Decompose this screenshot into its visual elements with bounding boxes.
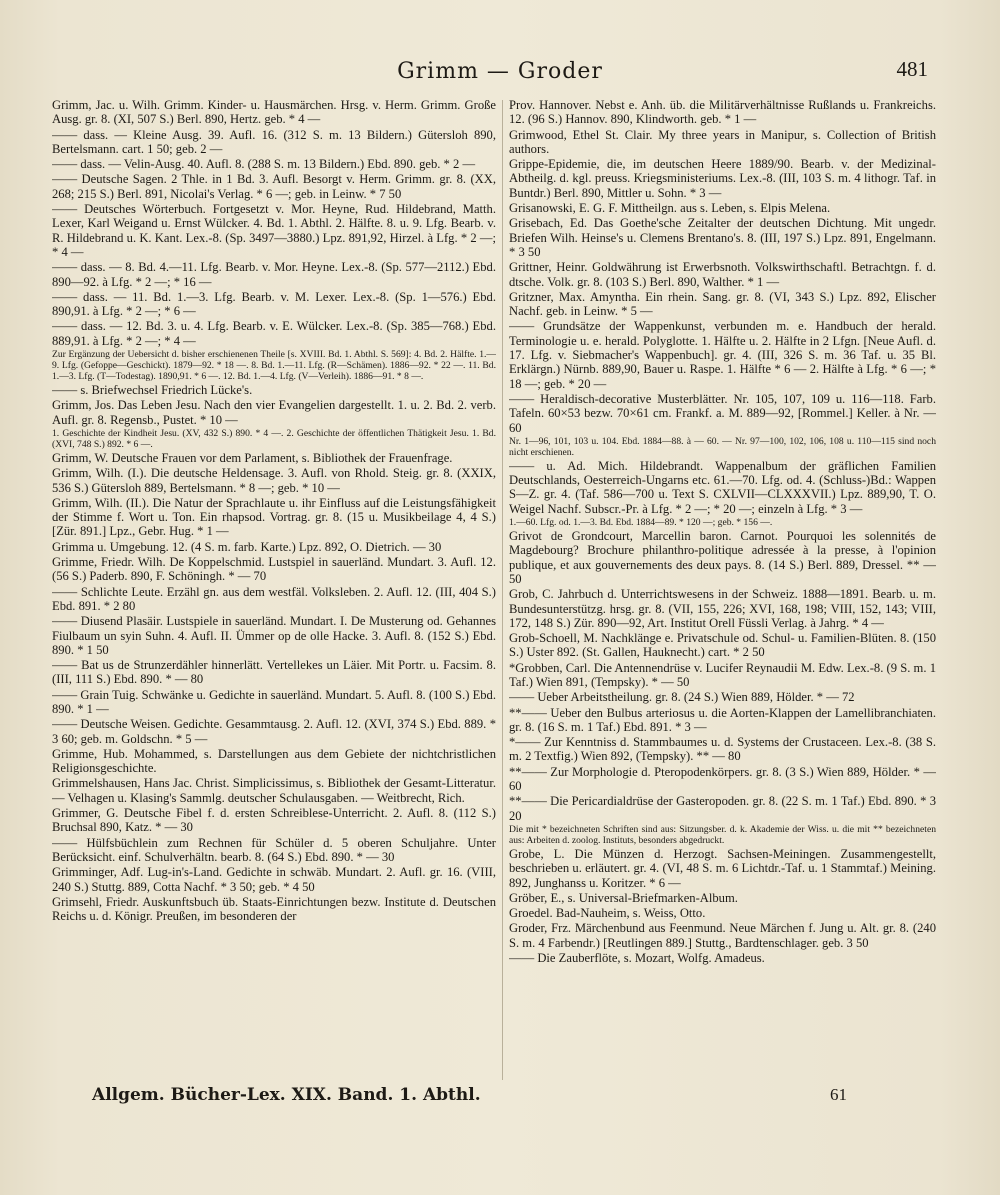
- bibliography-entry: —— u. Ad. Mich. Hildebrandt. Wappenalbum der gräflichen Familien Deutschlands, Oesterreich-Ungarns etc. 61.—70. Lfg. od. 4. (Schluss-)Bd.: Wappen S—Z. gr. 4. (Taf. 586—700 u. Text S. CXLVII—CLXXXVII.) Lpz. 889,90, T. O. Weigel Nachf. Subscr.-Pr. à Lfg. * 2 —; * 20 —; einzeln à Lfg. * 3 —: [509, 458, 936, 516]
- bibliography-entry: Grimme, Friedr. Wilh. De Koppelschmid. Lustspiel in sauerländ. Mundart. 3. Aufl. 12. (56 S.) Paderb. 890, F. Schöningh. * — 70: [52, 555, 496, 584]
- bibliography-entry: Gritzner, Max. Amyntha. Ein rhein. Sang. gr. 8. (VI, 343 S.) Lpz. 892, Elischer Nachf. geb. in Leinw. * 5 —: [509, 289, 936, 319]
- bibliography-entry: Prov. Hannover. Nebst e. Anh. üb. die Militärverhältnisse Rußlands u. Frankreichs. 12. (96 S.) Hannov. 890, Klindworth. geb. * 1 —: [509, 98, 936, 127]
- bibliography-entry: **—— Die Pericardialdrüse der Gasteropoden. gr. 8. (22 S. m. 1 Taf.) Ebd. 890. * 3 20: [509, 794, 936, 823]
- bibliography-entry: —— Deutsches Wörterbuch. Fortgesetzt v. Mor. Heyne, Rud. Hildebrand, Matth. Lexer, Karl Weigand u. Ernst Wülcker. 4. Bd. 1. Abthl. 2. Hälfte. 8. u. 9. Lfg. Bearb. v. R. Hildebrand u. K. Kant. Lex.-8. (Sp. 3497—3880.) Lpz. 891,92, Hirzel. à Lfg. * 2 —; * 4 —: [52, 202, 496, 259]
- bibliography-entry: Grob, C. Jahrbuch d. Unterrichtswesens in der Schweiz. 1888—1891. Bearb. u. m. Bundesunterstützg. hrsg. gr. 8. (VII, 155, 226; XVI, 168, 198; VIII, 152, 143; VIII, 172, 148 S.) Zür. 890—92, Art. Institut Orell Füssli Verlag. à Jahrg. * 4 —: [509, 587, 936, 630]
- bibliography-entry: Grimm, Jos. Das Leben Jesu. Nach den vier Evangelien dargestellt. 1. u. 2. Bd. 2. verb. Aufl. gr. 8. Regensb., Pustet. * 10 —: [52, 398, 496, 427]
- bibliography-entry: —— s. Briefwechsel Friedrich Lücke's.: [52, 383, 253, 398]
- signature-line: Allgem. Bücher-Lex. XIX. Band. 1. Abthl.: [92, 1085, 481, 1105]
- entry-note: 1.—60. Lfg. od. 1.—3. Bd. Ebd. 1884—89. * 120 —; geb. * 156 —.: [509, 517, 773, 529]
- bibliography-entry: **—— Ueber den Bulbus arteriosus u. die Aorten-Klappen der Lamellibranchiaten. gr. 8. (16 S. m. 1 Taf.) Ebd. 891. * 3 —: [509, 705, 936, 734]
- bibliography-entry: Grivot de Grondcourt, Marcellin baron. Carnot. Pourquoi les solennités de Magdebourg? Brochure philanthro-politique adressée à la presse, à l'opinion publique, et aux gouvernements des deux pays. 8. (14 S.) Berl. 889, Dressel. ** — 50: [509, 529, 936, 586]
- bibliography-entry: Grimm, Wilh. (II.). Die Natur der Sprachlaute u. ihr Einfluss auf die Leistungsfähigkeit der Stimme f. Wort u. Ton. Ein rhapsod. Vortrag. gr. 8. (15 u. Musikbeilage 4, 4 S.) [Zür. 891.] Lpz., Gebr. Hug. * 1 —: [52, 495, 496, 539]
- bibliography-entry: **—— Zur Morphologie d. Pteropodenkörpers. gr. 8. (3 S.) Wien 889, Hölder. * — 60: [509, 764, 936, 794]
- bibliography-entry: Grittner, Heinr. Goldwährung ist Erwerbsnoth. Volkswirthschaftl. Betrachtgn. f. d. dtsche. Volk. gr. 8. (103 S.) Berl. 890, Walther. * 1 —: [509, 260, 936, 289]
- bibliography-entry: Grimminger, Adf. Lug-in's-Land. Gedichte in schwäb. Mundart. 2. Aufl. gr. 16. (VIII, 240 S.) Stuttg. 889, Cotta Nachf. * 3 50; geb. * 4 50: [52, 865, 496, 894]
- bibliography-entry: —— Hülfsbüchlein zum Rechnen für Schüler d. 5 oberen Schuljahre. Unter Berücksicht. einf. Schulverhältn. bearb. 8. (64 S.) Ebd. 890. * — 30: [52, 835, 496, 864]
- bibliography-entry: Grimm, W. Deutsche Frauen vor dem Parlament, s. Bibliothek der Frauenfrage.: [52, 450, 453, 465]
- page-footer: [0, 1085, 1000, 1115]
- bibliography-entry: Grimmelshausen, Hans Jac. Christ. Simplicissimus, s. Bibliothek der Gesamt-Litteratur. — Velhagen u. Klasing's Sammlg. deutscher Schulausgaben. — Weitbrecht, Rich.: [52, 776, 496, 805]
- bibliography-entry: Groder, Frz. Märchenbund aus Feenmund. Neue Märchen f. Jung u. Alt. gr. 8. (240 S. m. 4 Farbendr.) [Reutlingen 889.] Stuttg., Bardtenschlager. geb. 3 50: [509, 921, 936, 950]
- bibliography-entry: —— Deutsche Weisen. Gedichte. Gesammtausg. 2. Aufl. 12. (XVI, 374 S.) Ebd. 889. * 3 60; geb. m. Goldschn. * 5 —: [52, 717, 496, 746]
- running-header: [0, 55, 1000, 91]
- sheet-number: 61: [830, 1085, 847, 1104]
- entry-note: 1. Geschichte der Kindheit Jesu. (XV, 432 S.) 890. * 4 —. 2. Geschichte der öffentlichen Thätigkeit Jesu. 1. Bd. (XVI, 748 S.) 892. * 6 —.: [52, 427, 496, 450]
- entry-note: Zur Ergänzung der Uebersicht d. bisher erschienenen Theile [s. XVIII. Bd. 1. Abthl. S. 569]: 4. Bd. 2. Hälfte. 1.—9. Lfg. (Gefoppe—Geschickt). 1879—92. * 18 —. 8. Bd. 1.—11. Lfg. (R—Schämen). 1886—92. * 22 —. 11. Bd. 1.—3. Lfg. (T—Todestag). 1890,91. * 6 —. 12. Bd. 1.—4. Lfg. (V—Verleih). 1886—91. * 8 —.: [52, 349, 496, 383]
- bibliography-entry: —— Grain Tuig. Schwänke u. Gedichte in sauerländ. Mundart. 5. Aufl. 8. (100 S.) Ebd. 890. * 1 —: [52, 687, 496, 716]
- bibliography-entry: —— Deutsche Sagen. 2 Thle. in 1 Bd. 3. Aufl. Besorgt v. Herm. Grimm. gr. 8. (XX, 268; 215 S.) Berl. 891, Nicolai's Verlag. * 6 —; geb. in Leinw. * 7 50: [52, 172, 496, 201]
- bibliography-entry: *Grobben, Carl. Die Antennendrüse v. Lucifer Reynaudii M. Edw. Lex.-8. (9 S. m. 1 Taf.) Wien 891, (Tempsky). * — 50: [509, 660, 936, 689]
- bibliography-entry: Grimme, Hub. Mohammed, s. Darstellungen aus dem Gebiete der nichtchristlichen Religionsgeschichte.: [52, 746, 496, 776]
- bibliography-entry: —— Die Zauberflöte, s. Mozart, Wolfg. Amadeus.: [509, 951, 765, 966]
- left-column: [52, 98, 496, 1083]
- entry-note: Die mit * bezeichneten Schriften sind aus: Sitzungsber. d. k. Akademie der Wiss. u. die mit ** bezeichneten aus: Arbeiten d. zoolog. Instituts, besonders abgedruckt.: [509, 823, 936, 846]
- column-divider: [502, 100, 503, 1080]
- bibliography-entry: Gröber, E., s. Universal-Briefmarken-Album.: [509, 890, 738, 905]
- bibliography-entry: Grimmer, G. Deutsche Fibel f. d. ersten Schreiblese-Unterricht. 2. Aufl. 8. (112 S.) Bruchsal 890, Katz. * — 30: [52, 806, 496, 835]
- entry-note: Nr. 1—96, 101, 103 u. 104. Ebd. 1884—88. à — 60. — Nr. 97—100, 102, 106, 108 u. 110—115 sind noch nicht erschienen.: [509, 435, 936, 458]
- bibliography-entry: Grisanowski, E. G. F. Mittheilgn. aus s. Leben, s. Elpis Melena.: [509, 201, 831, 216]
- bibliography-entry: —— dass. — 11. Bd. 1.—3. Lfg. Bearb. v. M. Lexer. Lex.-8. (Sp. 1—576.) Ebd. 890,91. à Lfg. * 2 —; * 6 —: [52, 289, 496, 319]
- bibliography-entry: —— Heraldisch-decorative Musterblätter. Nr. 105, 107, 109 u. 116—118. Farb. Tafeln. 60×53 bezw. 70×61 cm. Frankf. a. M. 889—92, [Rommel.] Keller. à Nr. — 60: [509, 391, 936, 435]
- bibliography-entry: Groedel. Bad-Nauheim, s. Weiss, Otto.: [509, 906, 706, 921]
- bibliography-entry: Grimsehl, Friedr. Auskunftsbuch üb. Staats-Einrichtungen bezw. Institute d. Deutschen Reichs u. d. Königr. Preußen, im besonderen der: [52, 894, 496, 924]
- bibliography-entry: Grimm, Jac. u. Wilh. Grimm. Kinder- u. Hausmärchen. Hrsg. v. Herm. Grimm. Große Ausg. gr. 8. (XI, 507 S.) Berl. 890, Hertz. geb. * 4 —: [52, 98, 496, 127]
- bibliography-entry: *—— Zur Kenntniss d. Stammbaumes u. d. Systems der Crustaceen. Lex.-8. (38 S. m. 2 Textfig.) Wien 892, (Tempsky). ** — 80: [509, 735, 936, 764]
- bibliography-entry: —— dass. — 12. Bd. 3. u. 4. Lfg. Bearb. v. E. Wülcker. Lex.-8. (Sp. 385—768.) Ebd. 889,91. à Lfg. * 2 —; * 4 —: [52, 319, 496, 348]
- bibliography-entry: —— Schlichte Leute. Erzähl gn. aus dem westfäl. Volksleben. 2. Aufl. 12. (III, 404 S.) Ebd. 891. * 2 80: [52, 584, 496, 613]
- page-number: 481: [896, 57, 928, 81]
- header-title: Grimm — Groder: [397, 59, 603, 84]
- bibliography-entry: —— Bat us de Strunzerdähler hinnerlätt. Vertellekes un Läier. Mit Portr. u. Facsim. 8. (III, 111 S.) Ebd. 890. * — 80: [52, 658, 496, 687]
- bibliography-entry: —— dass. — Kleine Ausg. 39. Aufl. 16. (312 S. m. 13 Bildern.) Gütersloh 890, Bertelsmann. cart. 1 50; geb. 2 —: [52, 127, 496, 156]
- bibliography-entry: —— dass. — 8. Bd. 4.—11. Lfg. Bearb. v. Mor. Heyne. Lex.-8. (Sp. 577—2112.) Ebd. 890—92. à Lfg. * 2 —; * 16 —: [52, 260, 496, 289]
- bibliography-entry: —— Ueber Arbeitstheilung. gr. 8. (24 S.) Wien 889, Hölder. * — 72: [509, 690, 855, 705]
- bibliography-entry: Grob-Schoell, M. Nachklänge e. Privatschule od. Schul- u. Familien-Blüten. 8. (150 S.) Uster 892. (St. Gallen, Hauknecht.) cart. * 2 50: [509, 631, 936, 660]
- bibliography-entry: Grimm, Wilh. (I.). Die deutsche Heldensage. 3. Aufl. von Rhold. Steig. gr. 8. (XXIX, 536 S.) Gütersloh 889, Bertelsmann. * 8 —; geb. * 10 —: [52, 466, 496, 495]
- bibliography-entry: —— Grundsätze der Wappenkunst, verbunden m. e. Handbuch der herald. Terminologie u. e. herald. Polyglotte. 1. Hälfte u. 2. Hälfte in 2 Lfgn. [Neue Aufl. d. 17. Lfg. v. Siebmacher's Wappenbuch]. gr. 4. (III, 326 S. m. 36 Taf. u. 35 Bl. Erklärgn.) Nürnb. 889,90, Bauer u. Raspe. 1. Hälfte * 6 — 2. Hälfte à Lfg. * 6 —; * 18 —; geb. * 20 —: [509, 319, 936, 391]
- bibliography-entry: —— Diusend Plasäir. Lustspiele in sauerländ. Mundart. I. De Musterung od. Gehannes Fiulbaum un syin Suhn. 4. Aufl. II. Ümmer op de olle Hacke. 3. Aufl. 8. (152 S.) Ebd. 890. * 1 50: [52, 614, 496, 657]
- bibliography-entry: Grimwood, Ethel St. Clair. My three years in Manipur, s. Collection of British authors.: [509, 127, 936, 156]
- right-column: [509, 98, 936, 1083]
- bibliography-entry: Grippe-Epidemie, die, im deutschen Heere 1889/90. Bearb. v. der Medizinal-Abtheilg. d. kgl. preuss. Kriegsministeriums. Lex.-8. (III, 103 S. m. 4 lithogr. Taf. in Buntdr.) Berl. 890, Mittler u. Sohn. * 3 —: [509, 157, 936, 200]
- bibliography-entry: Grimma u. Umgebung. 12. (4 S. m. farb. Karte.) Lpz. 892, O. Dietrich. — 30: [52, 539, 442, 554]
- bibliography-entry: —— dass. — Velin-Ausg. 40. Aufl. 8. (288 S. m. 13 Bildern.) Ebd. 890. geb. * 2 —: [52, 157, 476, 172]
- bibliography-entry: Grisebach, Ed. Das Goethe'sche Zeitalter der deutschen Dichtung. Mit ungedr. Briefen Wilh. Heinse's u. Clemens Brentano's. 8. (III, 197 S.) Lpz. 891, Engelmann. * 3 50: [509, 216, 936, 259]
- bibliography-entry: Grobe, L. Die Münzen d. Herzogt. Sachsen-Meiningen. Zusammengestellt, beschrieben u. erläutert. gr. 4. (VI, 48 S. m. 6 Lichtdr.-Taf. u. 1 Stammtaf.) Meining. 892, Junghanss u. Koritzer. * 6 —: [509, 846, 936, 890]
